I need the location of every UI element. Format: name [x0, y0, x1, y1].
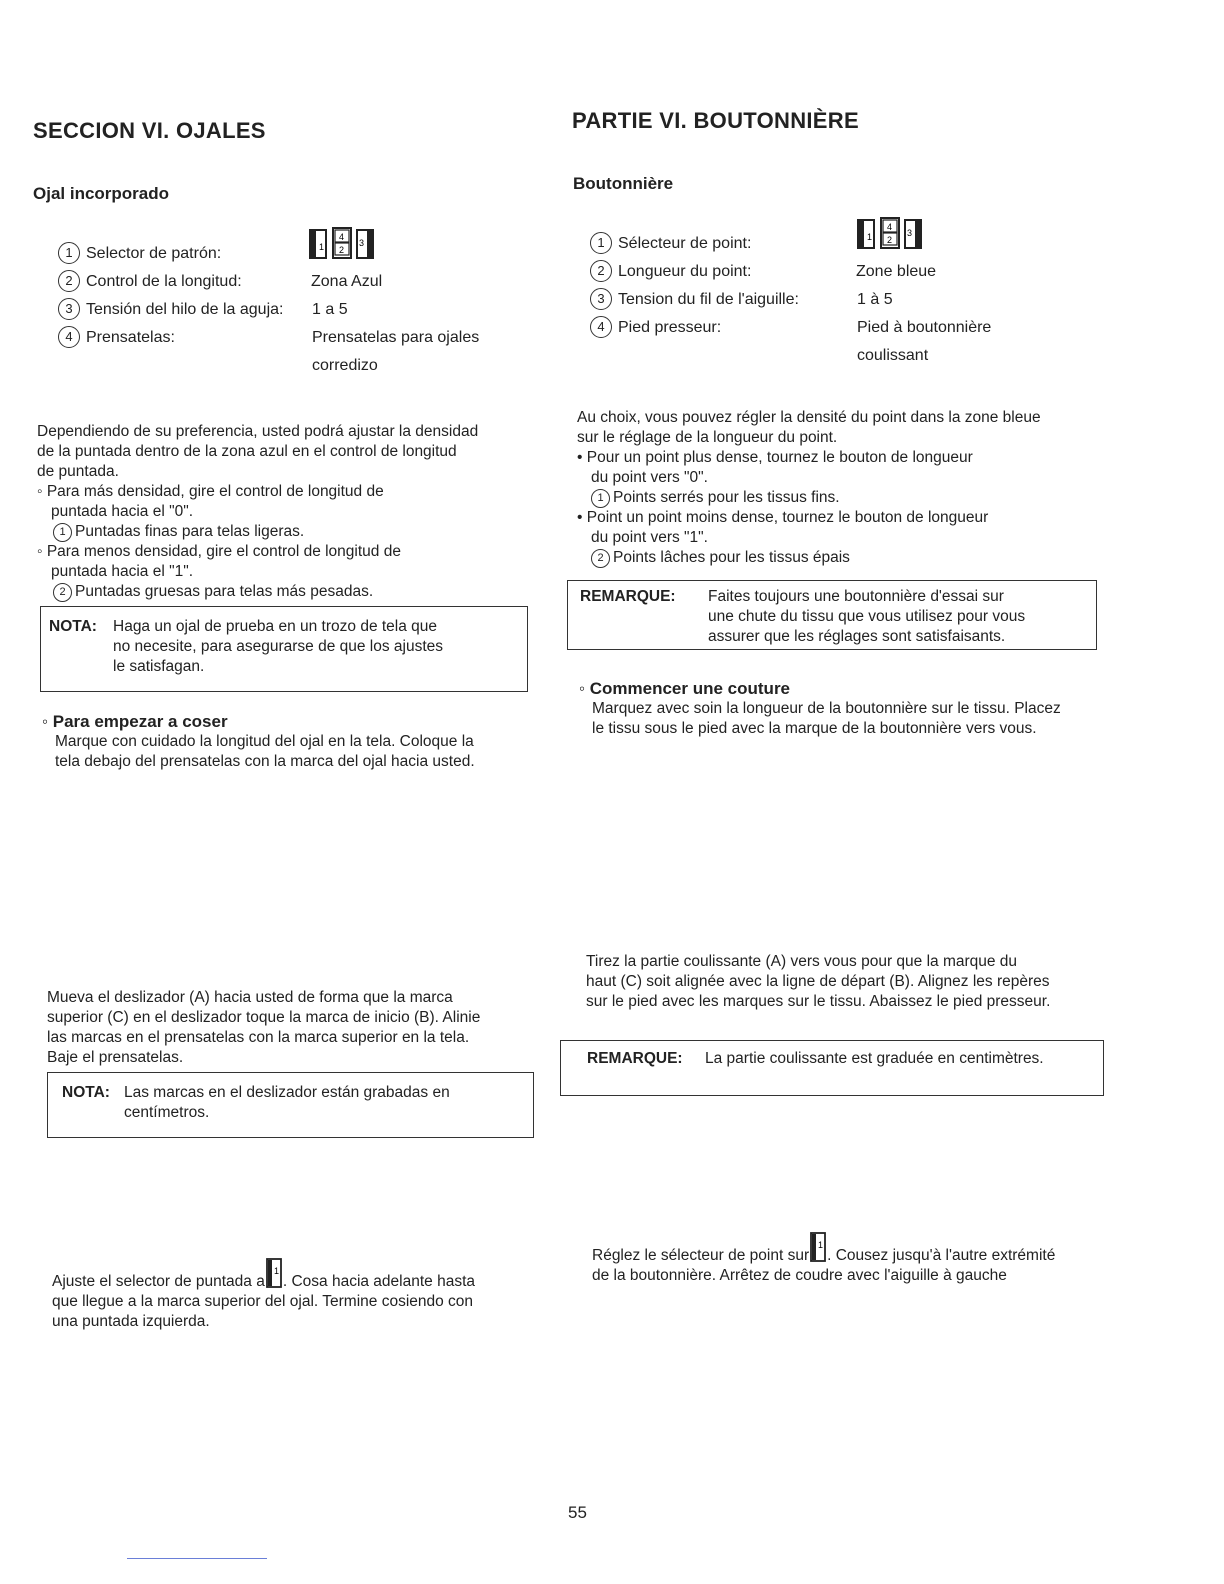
spec-value: Prensatelas para ojales: [312, 329, 480, 346]
intro-es: [37, 422, 537, 602]
text-line: Faites toujours une boutonnière d'essai sur: [708, 588, 1004, 605]
text-line: Las marcas en el deslizador están grabadas en: [124, 1084, 450, 1101]
text-line: de la boutonnière. Arrêtez de coudre avec l'aiguille à gauche: [592, 1267, 1007, 1284]
start-text-fr: [592, 699, 1117, 739]
text-line: Para menos densidad, gire el control de longitud de: [46, 543, 401, 560]
spec-value: Zone bleue: [856, 263, 937, 280]
text-line: Marque con cuidado la longitud del ojal en la tela. Coloque la: [55, 733, 474, 750]
text-line: no necesite, para asegurarse de que los ajustes: [113, 638, 444, 655]
text-line: Dependiendo de su preferencia, usted podrá ajustar la densidad: [37, 423, 479, 440]
sub-item: [37, 582, 537, 602]
text-line: Marquez avec soin la longueur de la boutonnière sur le tissu. Placez: [592, 700, 1061, 717]
spec-value: Zona Azul: [311, 273, 383, 290]
text-line: de la puntada dentro de la zona azul en el control de longitud: [37, 443, 457, 460]
dial-digit: 3: [359, 238, 365, 248]
spec-label: Selector de patrón:: [86, 245, 222, 262]
note-box-fr-2: [560, 1040, 1104, 1096]
text-line: Points serrés pour les tissus fins.: [613, 489, 840, 506]
text-line: Baje el prensatelas.: [47, 1049, 184, 1066]
text-line: [592, 1232, 1117, 1266]
spec-row: [58, 296, 528, 324]
note-label: REMARQUE:: [580, 588, 676, 605]
spec-value: 1 a 5: [312, 301, 348, 318]
text-line: une chute du tissu que vous utilisez pour vous: [708, 608, 1026, 625]
text-line: Haga un ojal de prueba en un trozo de tela que: [113, 618, 438, 635]
stitch-selector-icon: [810, 1232, 826, 1262]
text-part: . Cousez jusqu'à l'autre extrémité: [827, 1247, 1056, 1264]
spec-number: 4: [590, 316, 612, 338]
spec-number: 2: [590, 260, 612, 282]
subtitle-fr: ◦ Commencer une couture: [579, 679, 791, 698]
spec-list-es: [58, 232, 528, 380]
heading-fr: Boutonnière: [573, 174, 674, 193]
dial-digit: 1: [273, 1266, 279, 1276]
text-line: du point vers "1".: [591, 529, 708, 546]
text-part: . Cosa hacia adelante hasta: [282, 1273, 476, 1290]
spec-row: [58, 232, 528, 268]
intro-fr: [577, 408, 1117, 568]
text-line: superior (C) en el deslizador toque la marca de inicio (B). Alinie: [47, 1009, 481, 1026]
step2-es: [47, 988, 537, 1068]
text-line: sur le réglage de la longueur du point.: [577, 429, 838, 446]
dial-digit: 1: [818, 1240, 824, 1250]
spec-row: [590, 314, 1070, 342]
spec-number: 1: [590, 232, 612, 254]
sub-item: [37, 522, 537, 542]
text-line: centímetros.: [124, 1104, 210, 1121]
text-part: Ajuste el selector de puntada a: [52, 1273, 265, 1290]
circled-1-icon: 1: [53, 523, 72, 542]
text-line: tela debajo del prensatelas con la marca del ojal hacia usted.: [55, 753, 475, 770]
spec-label: Control de la longitud:: [86, 273, 242, 290]
subtitle-text: Para empezar a coser: [52, 712, 228, 731]
dial-digit: 1: [319, 242, 325, 252]
spec-number: 2: [58, 270, 80, 292]
text-line: Points lâches pour les tissus épais: [613, 549, 850, 566]
text-part: Réglez le sélecteur de point sur: [592, 1247, 810, 1264]
note-box-es: [40, 606, 528, 692]
spec-row: [590, 258, 1070, 286]
spec-label: Tension du fil de l'aiguille:: [618, 291, 799, 308]
bullet-item: ◦ Para menos densidad, gire el control de longitud de: [37, 543, 401, 560]
step2-fr: [586, 952, 1116, 1012]
text-line: La partie coulissante est graduée en centimètres.: [705, 1050, 1044, 1067]
spec-row: [58, 268, 528, 296]
note-box-es-2: [47, 1072, 534, 1138]
subtitle-es: ◦ Para empezar a coser: [42, 712, 228, 731]
stitch-selector-icon: [266, 1258, 282, 1288]
dial-digit: 4: [339, 232, 345, 242]
text-line: assurer que les réglages sont satisfaisants.: [708, 628, 1006, 645]
text-line: le satisfagan.: [113, 658, 205, 675]
spec-row: [590, 222, 1070, 258]
circled-2-icon: 2: [53, 583, 72, 602]
text-line: le tissu sous le pied avec la marque de la boutonnière vers vous.: [592, 720, 1037, 737]
text-line: haut (C) soit alignée avec la ligne de départ (B). Alignez les repères: [586, 973, 1050, 990]
text-line: de puntada.: [37, 463, 119, 480]
start-text-es: [55, 732, 535, 772]
dial-digit: 2: [887, 235, 893, 245]
spec-value: 1 à 5: [857, 291, 893, 308]
text-line: Puntadas gruesas para telas más pesadas.: [75, 583, 374, 600]
text-line: Pour un point plus dense, tournez le bouton de longueur: [586, 449, 973, 466]
text-line: Puntadas finas para telas ligeras.: [75, 523, 305, 540]
heading-es: Ojal incorporado: [33, 184, 170, 203]
dial-digit: 1: [867, 232, 873, 242]
dial-digit: 3: [907, 228, 913, 238]
text-line: Tirez la partie coulissante (A) vers vous pour que la marque du: [586, 953, 1018, 970]
sub-item: [577, 488, 1117, 508]
spec-number: 3: [590, 288, 612, 310]
spec-row: [58, 352, 528, 380]
spec-value: corredizo: [312, 357, 378, 374]
bullet-item: • Point un point moins dense, tournez le bouton de longueur: [577, 509, 989, 526]
spec-label: Pied presseur:: [618, 319, 722, 336]
spec-label: Tensión del hilo de la aguja:: [86, 301, 284, 318]
text-line: que llegue a la marca superior del ojal. Termine cosiendo con: [52, 1293, 474, 1310]
spec-row: [590, 342, 1070, 370]
text-line: sur le pied avec les marques sur le tissu. Abaissez le pied presseur.: [586, 993, 1051, 1010]
spec-number: 4: [58, 326, 80, 348]
text-line: Point un point moins dense, tournez le bouton de longueur: [586, 509, 989, 526]
spec-label: Sélecteur de point:: [618, 235, 752, 252]
step3-fr: [592, 1232, 1117, 1286]
text-line: puntada hacia el "1".: [51, 563, 193, 580]
note-label: NOTA:: [49, 618, 97, 635]
spec-row: [590, 286, 1070, 314]
text-line: puntada hacia el "0".: [51, 503, 193, 520]
step3-es: [52, 1258, 552, 1332]
spec-row: [58, 324, 528, 352]
circled-2-icon: 2: [591, 549, 610, 568]
sub-item: [577, 548, 1117, 568]
dial-digit: 2: [339, 245, 345, 255]
section-title-fr: PARTIE VI. BOUTONNIÈRE: [572, 108, 859, 133]
text-line: Au choix, vous pouvez régler la densité du point dans la zone bleue: [577, 409, 1041, 426]
subtitle-text: Commencer une couture: [589, 679, 791, 698]
text-line: las marcas en el prensatelas con la marca superior en la tela.: [47, 1029, 470, 1046]
bullet-item: • Pour un point plus dense, tournez le bouton de longueur: [577, 449, 973, 466]
spec-label: Prensatelas:: [86, 329, 175, 346]
spec-label: Longueur du point:: [618, 263, 752, 280]
text-line: du point vers "0".: [591, 469, 708, 486]
section-title-es: SECCION VI. OJALES: [33, 118, 266, 143]
dial-diagram: [856, 216, 924, 262]
circled-1-icon: 1: [591, 489, 610, 508]
footer-rule: [127, 1558, 267, 1559]
spec-value: Pied à boutonnière: [857, 319, 992, 336]
spec-number: 1: [58, 242, 80, 264]
page-number: 55: [568, 1503, 587, 1522]
dial-digit: 4: [887, 222, 893, 232]
text-line: Para más densidad, gire el control de longitud de: [46, 483, 384, 500]
spec-list-fr: [590, 222, 1070, 370]
note-label: NOTA:: [62, 1084, 110, 1101]
spec-value: coulissant: [857, 347, 929, 364]
bullet-item: ◦ Para más densidad, gire el control de longitud de: [37, 483, 384, 500]
dial-diagram: [308, 226, 376, 272]
text-line: Mueva el deslizador (A) hacia usted de forma que la marca: [47, 989, 453, 1006]
spec-number: 3: [58, 298, 80, 320]
text-line: [52, 1258, 552, 1292]
note-box-fr: [567, 580, 1097, 650]
note-label: REMARQUE:: [587, 1050, 683, 1067]
text-line: una puntada izquierda.: [52, 1313, 210, 1330]
